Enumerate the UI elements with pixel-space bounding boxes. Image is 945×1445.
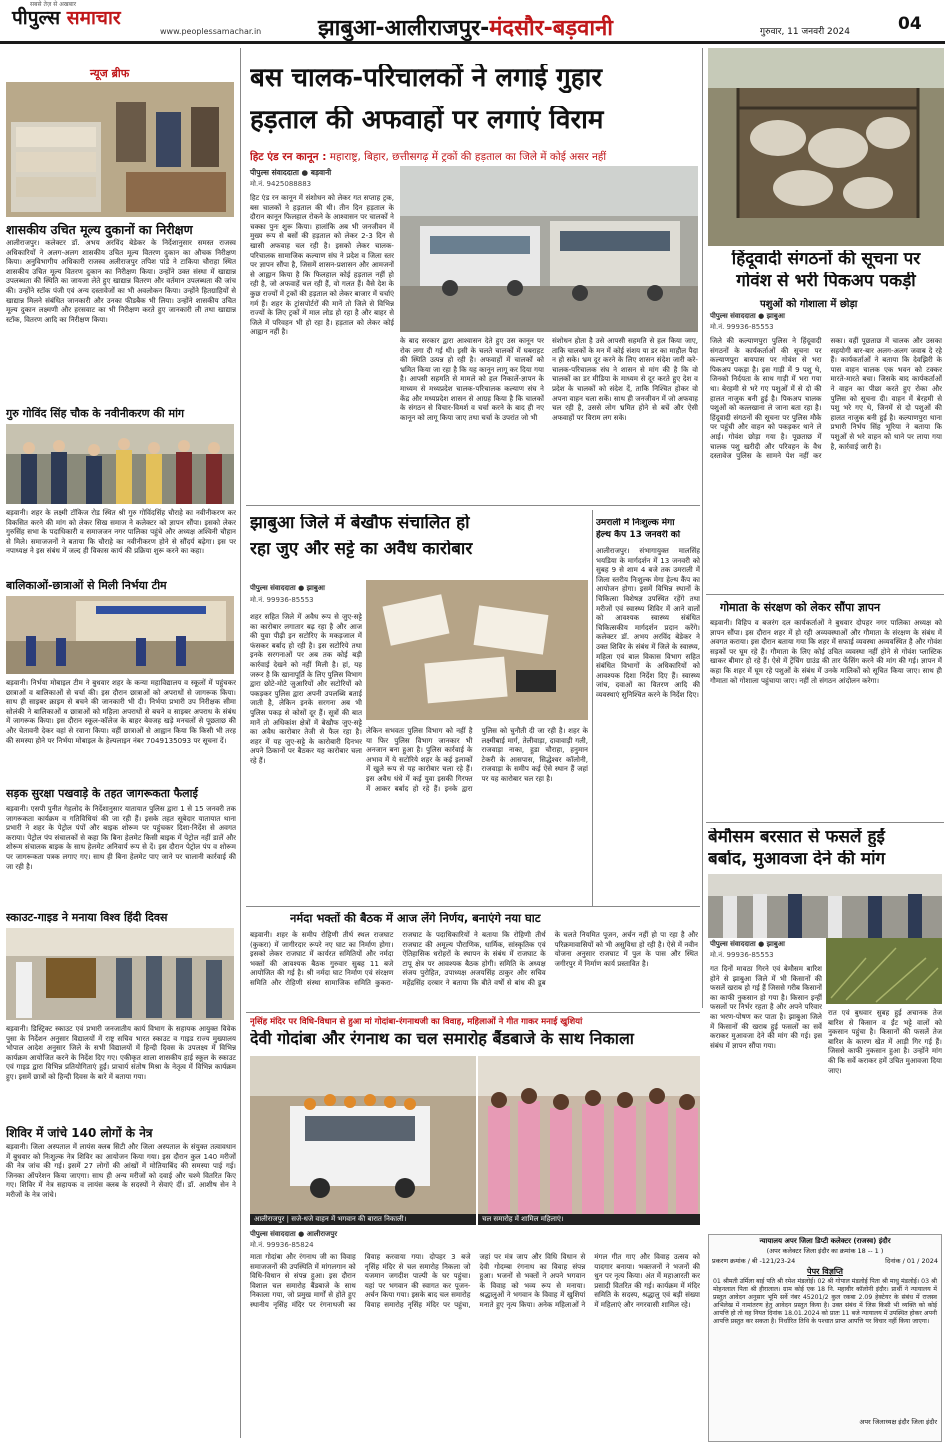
gambling-mobile: मो.नं. 99936-85553: [250, 596, 314, 604]
article-gomata: बड़वानी। विहिप व बजरंग दल कार्यकर्ताओं ने बुधवार दोपहर नगर पालिका अध्यक्ष को ज्ञापन सौंपा। इस दौरान शहर में हो रही अव्यवस्थाओं और गौमाता के संरक्षण के संबंध में अवगत कराया। इस दौरान बताया गया कि शहर में सफाई व्यवस्था अव्यवस्थित है और गोवंश सड़कों पर घूम रहे हैं। गौमाता के लिए कोई उचित व्यवस्था नहीं होने से गोवंश प्लास्टिक खाकर बीमार हो रहे हैं। ऐसे में ट्रेंचिंग ग्राउंड की तार फेंसिंग करने की मांग की गई। ज्ञापन में कहा कि शहर में घूम रहे पशुओं के संबंध में उनके मालिकों को सूचित किया जाए। साथ ही गौमाता को गोशाला पहुंचाया जाए। नहीं तो संगठन आंदोलन करेगा।: [710, 618, 942, 685]
gambling-headline-line2: रहा जुए और सट्टे का अवैध कारोबार: [250, 540, 473, 559]
page-number: 04: [898, 14, 922, 34]
section-label: न्यूज ब्रीफ: [90, 67, 130, 80]
notice-signature: अपर जिलाध्यक्ष इंदौर जिला इंदौर: [859, 1418, 937, 1426]
headline-eye-camp: शिविर में जांचे 140 लोगों के नेत्र: [6, 1126, 153, 1140]
lead-body-col3: संशोधन होता है उसे आपसी सहमति से हल किया जाए, ताकि चालकों के मन में कोई संशय या डर का माहौल पैदा न हो सके। भ्रम दूर करने के लिए शासन संदेश जारी करे-चालक-परिचालक संघ ने शासन से मांग की है कि वो चालकों का डर मीडिया के माध्यम से दूर करते हुए देश व प्रदेश के चालकों को संदेश दें, ताकि निश्चित होकर वो अपना वाहन चला सकें। साथ ही जनजीवन में जो अफवाह चल रही है, उससे लोग भ्रमित होने से बचें और ऐसी अफवाहों पर विराम लग सके।: [552, 336, 698, 422]
logo-tagline: सबसे तेज़ से अखबार: [30, 1, 77, 8]
article-eye-camp: बड़वानी। जिला अस्पताल में लायंस क्लब सिटी और जिला अस्पताल के संयुक्त तत्वावधान में बुधवार को निःशुल्क नेत्र शिविर का आयोजन किया गया। इस दौरान कुल 140 मरीजों की नेत्र जांच की गई। इसमें 27 लोगों की आंखों में मोतियाबिंद की समस्या पाई गई। जिनका ऑपरेशन किया जाएगा। साथ ही अन्य मरीजों को दवाई और चश्मे वितरित किए गए। शिविर में नेत्र सहायक व लायंस क्लब के सदस्यों ने सेवाएं दीं। डॉ. आशीष सेन ने मरीजों के नेत्र जांचे।: [6, 1142, 236, 1199]
newspaper-logo: पीपुल्स समाचार: [12, 7, 121, 29]
notice-date: दिनांक / 01 / 2024: [885, 1257, 938, 1265]
legal-notice: [708, 1234, 942, 1442]
wedding-headline: देवी गोदांबा और रंगनाथ का चल समारोह बैंडबाजे के साथ निकाला: [250, 1030, 634, 1048]
headline-hindi-diwas: स्काउट-गाइड ने मनाया विश्व हिंदी दिवस: [6, 911, 168, 924]
headline-gomata: गोमाता के संरक्षण को लेकर सौंपा ज्ञापन: [720, 601, 881, 614]
region-title: झाबुआ-आलीराजपुर-मंदसौर-बड़वानी: [318, 16, 613, 41]
health-headline-line1: उमराली में निःशुल्क मेगा: [596, 518, 675, 528]
article-guru-chowk: बड़वानी। शहर के लक्ष्मी टॉकिज रोड स्थित श्री गुरु गोविंदसिंह चौराहे का नवीनीकरण कर विकसित करने की मांग को लेकर सिख समाज ने कलेक्टर को ज्ञापन सौंपा। इसको लेकर गुरुसिंह सभा के पदाधिकारी व समाजजन नगर पालिका पहुंचे और अध्यक्ष अश्विनी चौहान से मिले। समाजजनों ने बताया कि चौराहे का नवीनीकरण होने से सौंदर्य बढ़ेगा। इस पर नपाध्यक्ष ने इस संबंध में जल्द ही विकास कार्य की प्रक्रिया शुरू करने का कहा।: [6, 508, 236, 556]
headline-road-safety: सड़क सुरक्षा पखवाड़े के तहत जागरूकता फैलाई: [6, 787, 198, 800]
women-caption: चल समारोह में शामिल महिलाएं।: [478, 1214, 700, 1225]
wedding-mobile: मो.नं. 99936-85824: [250, 1241, 314, 1249]
rain-body-col1: गत दिनों मावठा गिरने एवं बेमौसम बारिश होने से झाबुआ जिले में भी किसानों की फसलें खराब हो गई हैं जिससे गरीब किसानों का काफी नुकसान हो गया है। किसान इन्हीं फसलों पर निर्भर रहता है और अपने परिवार का भरण-पोषण कर पाता है। झाबुआ जिले में किसानों की खराब हुई फसलों का सर्वे कराकर मुआवजा देने की मांग की गई। इस संबंध में ज्ञापन सौंपा गया।: [710, 964, 822, 1050]
procession-caption: आलीराजपुर | सजे-धजे वाहन में भगवान की बारात निकाली।: [250, 1214, 476, 1225]
column-rule: [240, 48, 241, 1438]
cow-mobile: मो.नं. 99936-85553: [710, 323, 774, 331]
rain-headline-line2: बर्बाद, मुआवजा देने की मांग: [708, 850, 886, 869]
headline-guru-chowk: गुरु गोविंद सिंह चौक के नवीनीकरण की मांग: [6, 407, 185, 420]
cattle-pickup-photo: [708, 48, 944, 246]
women-procession-photo: [478, 1056, 700, 1214]
rain-headline-line1: बेमौसम बरसात से फसलें हुईं: [708, 828, 885, 847]
wedding-strapline: नृसिंह मंदिर पर विधि-विधान से हुआ मां गोदांबा-रंगनाथजी का विवाह, महिलाओं ने गीत गाकर मनाई खुशियां: [250, 1017, 583, 1027]
section-divider: [246, 505, 700, 506]
section-divider: [706, 822, 944, 823]
cow-article: जिले की कल्याणपुरा पुलिस ने हिंदूवादी संगठनों के कार्यकर्ताओं की सूचना पर कल्याणपुरा बायपास पर गोवंश से भरा पिकअप पकड़ा है। इस गाड़ी में 9 पशु थे, जिनको निर्दयता के साथ गाड़ी में भरा गया था। बेरहमी से भरे गए पशुओं में से दो की हालत नाजुक बनी हुई है। पिकअप चालक पशुओं को कत्लखाना ले जाना बता रहा है। हिंदूवादी संगठनों की सूचना पर पुलिस मौके पर पहुंची और वाहन को पकड़कर थाने ले आई। गोवंश छोड़ा गया है। पूछताछ में चालक पशु खरीदी और परिवहन के वैध दस्तावेज पुलिस के सामने पेश नहीं कर सका। वहीं पूछताछ में चालक और उसका सहयोगी बार-बार अलग-अलग जवाब दे रहे हैं। कार्यकर्ताओं ने बताया कि देवझिरी के पास वाहन चालक एक भवन को टक्कर मारते-मारते बचा। जिसके बाद कार्यकर्ताओं ने वाहन का पीछा करते हुए रोका और पुलिस को सूचना दी। वाहन में बेरहमी से पशु भरे गए थे, जिनमें से दो पशुओं की हालत नाजुक बनी हुई है। कल्याणपुरा थाना प्रभारी निर्भय सिंह भूरिया ने बताया कि पशुओं से भरे वाहन को थाने पर लाया गया है, कार्रवाई जारी है।: [710, 336, 942, 461]
lead-byline: पीपुल्स संवाददाता ● बड़वानी: [250, 168, 332, 177]
article-ration-shop: आलीराजपुर। कलेक्टर डॉ. अभय अरविंद बेडेकर के निर्देशानुसार समस्त राजस्व अधिकारियों ने अलग-अलग शासकीय उचित मूल्य वितरण दुकान का औचक निरीक्षण किया। अनुविभागीय अधिकारी राजस्व अलीराजपुर तपिश पांडे ने टाकिया चौराहा स्थित शासकीय उचित मूल्य वितरण दुकान का निरीक्षण किया। उन्होंने उक्त संस्था में खाद्यान्न उपलब्धता की स्थिति का जायजा लेते हुए खाद्यान्न वितरण और वर्तमान उपलब्धता की जांच की। उन्होंने स्टॉक पंजी एवं अन्य दस्तावेजों का भी अवलोकन किया। उन्होंने हितग्राहियों से खाद्यान्न मिलने संबंधित जानकारी और उनका फीडबैक भी लिया। उन्होंने शासकीय उचित मूल्य दुकान लक्ष्मणी और हरसवाट का भी निरीक्षण करते हुए जानकारी ली तथा खाद्यान्न स्टॉक, वितरण आदि का निरीक्षण किया।: [6, 238, 236, 324]
headline-ration-shop: शासकीय उचित मूल्य दुकानों का निरीक्षण: [6, 222, 193, 237]
website-link[interactable]: www.peoplessamachar.in: [160, 27, 262, 36]
gambling-body-col2: लेकिन सभवतः पुलिस विभाग को नहीं है या फिर पुलिस विभाग जानकार भी अनजान बना हुआ है। पुलिस कार्रवाई के अभाव में ये सटोरिये शहर के कई इलाकों में खुले रूप से यह कारोबार चला रहे हैं। इस अवैध धंधे में कई युवा इसकी गिरफ्त में आकर बर्बाद हो रहे हैं। इनके द्वारा पुलिस को चुनौती दी जा रही है। शहर के लक्ष्मीबाई मार्ग, तेलीवाड़ा, दावावाड़ी गली, राजवाड़ा नाका, हुडा चौराहा, हनुमान टेकरी के आसपास, सिद्धेश्वर कॉलोनी, राजवाड़ा के समीप कई ऐसे स्थान हैं जहां पर यह कारोबार चल रहा है।: [366, 726, 588, 793]
cow-subhead: पशुओं को गोशाला में छोड़ा: [760, 299, 858, 310]
column-rule: [592, 510, 593, 906]
masthead: [0, 0, 945, 44]
lead-body-col1: हिट एंड रन कानून में संशोधन को लेकर गत सप्ताह ट्रक, बस चालकों ने हड़ताल की थी। तीन दिन हड़ताल के दौरान कानून फिलहाल रोकने के आश्वासन पर चालकों ने चक्का पुनः शुरू किया। हालांकि अब भी जनजीवन में मुख्य रूप से बसों की हड़ताल को लेकर 2-3 दिन से खासी अफवाह चल रही है। इसको लेकर चालक-परिचालक सामाजिक कल्याण संघ ने प्रदेश व जिला स्तर पर ज्ञापन सौंपा है, जिसमें शासन-प्रशासन और आमजनों से आह्वान किया है कि फिलहाल कोई हड़ताल नहीं हो रही है, जो अफवाहें चल रही हैं, वो गलत हैं। वैसे देश के कुछ राज्यों में ट्रकों की हड़ताल को लेकर बाजार में चर्चाएं गर्म हैं। शहर के ट्रांसपोर्टरों की मानें तो जिले से विभिन्न राज्यों के लिए ट्रकों में माल लोड हो रहा है और बाहर से जिले में परिवहन भी हो रहा है। हड़ताल को लेकर कोई आह्वान नहीं है।: [250, 193, 394, 337]
headline-nirbhaya-team: बालिकाओं-छात्राओं से मिली निर्भया टीम: [6, 579, 167, 592]
article-road-safety: बड़वानी। एसपी पुनीत गेहलोद के निर्देशानुसार यातायात पुलिस द्वारा 1 से 15 जनवरी तक जागरूकता कार्यक्रम व गतिविधियां की जा रही हैं। इसके तहत सूबेदार यातायात थाना प्रभारी ने शहर के पेट्रोल पंपों और बाइक शोरूम पर पहुंचकर दिशा-निर्देश से अवगत कराया। पेट्रोल पंप संचालकों से कहा कि बिना हेलमेट किसी बाइक में पेट्रोल नहीं डालें और शोरूम संचालक बाइक के साथ हेलमेट अनिवार्य रूप से दें। इस दौरान पेट्रोल पंप व शोरूम पर जागरूकता पत्रक लगाए गए। साथ ही बिना हेलमेट पाए जाने पर चालानी कार्रवाई की जा रही है।: [6, 804, 236, 871]
gambling-headline-line1: झाबुआ जिले में बेखौफ संचालित हो: [250, 514, 470, 533]
cow-headline-line2: गोवंश से भरी पिकअप पकड़ी: [736, 272, 916, 291]
gambling-body-col1: शहर सहित जिले में अवैध रूप से जुए-सट्टे का कारोबार लगातार बढ़ रहा है और आज की युवा पीढ़ी इन सटोरिए के मकड़जाल में फंसकर बर्बाद हो रही है। इस सटोरिये तथा इनके सरगनाओं पर अब तक कोई बड़ी कार्रवाई देखने को नहीं मिली है। हां, यह जरूर है कि खानापूर्ति के लिए पुलिस विभाग द्वारा छोटे-मोटे जुआरियों और सटोरियों को पकड़कर पुलिस द्वारा अपनी उपलब्धि बताई जाती है, लेकिन इनके सरगना अब भी पुलिस पकड़ से कोसों दूर हैं। सूत्रों की बात मानें तो अधिकांश क्षेत्रों में बेखौफ जुए-सट्टे का अवैध कारोबार तेजी से फैल रहा है। शहर में यह जुए-सट्टे के कारोबारी दिनभर अपने ठिकानों पर बैठकर यह कारोबार चला रहे हैं।: [250, 612, 362, 765]
gambling-byline: पीपुल्स संवाददाता ● झाबुआ: [250, 584, 325, 592]
section-divider: [246, 1012, 700, 1013]
notice-title: न्यायालय अपर जिला डिप्टी कलेक्टर (राजस्व) इंदौर: [759, 1237, 891, 1245]
column-rule: [702, 48, 703, 1008]
cow-headline-line1: हिंदूवादी संगठनों की सूचना पर: [731, 250, 921, 269]
issue-date: गुरुवार, 11 जनवरी 2024: [760, 27, 850, 37]
lead-headline-line2: हड़ताल की अफवाहों पर लगाएं विराम: [250, 106, 604, 135]
lead-mobile: मो.नं. 9425088883: [250, 180, 312, 188]
rain-memorandum-photo: [708, 874, 942, 938]
lead-body-col2: के बाद सरकार द्वारा आश्वासन देते हुए उस कानून पर रोक लगा दी गई थी। इसी के चलते चालकों में घबराहट की स्थिति उत्पन्न हो रही है। अफवाहों में चालकों को भ्रमित किया जा रहा है कि यह कानून लागू कर दिया गया है। आपसी सहमति से मामले को हल निकालें-ज्ञापन के माध्यम से मध्यप्रदेश चालक-परिचालक कल्याण संघ ने केंद्र और मध्यप्रदेश शासन से आग्रह किया है कि चालकों के संगठन से विचार-विमर्श व चर्चा करने के बाद ही नए कानून को लागू किया जाए तथा चर्चा के उपरांत जो भी: [400, 336, 544, 422]
section-divider: [246, 906, 700, 907]
notice-case-no: प्रकरण क्रमांक / बी -121/23-24: [712, 1257, 796, 1265]
wedding-byline: पीपुल्स संवाददाता ● आलीराजपुर: [250, 1230, 338, 1238]
rain-body-col2: रात एवं बुधवार सुबह हुई अचानक तेज बारिश से किसान व ईंट भट्टे वालों को नुकसान पहुंचा है। किसानों की फसलें तेज बारिश के कारण खेत में आड़ी गिर गई हैं। जिससे काफी नुकसान हुआ है। उन्होंने मांग की कि सर्वे कराकर हमें उचित मुआवजा दिया जाए।: [828, 1008, 942, 1075]
bus-stand-photo: [400, 166, 698, 332]
guru-chowk-photo: [6, 424, 234, 504]
notice-heading: पेपर विज्ञप्ति: [807, 1267, 843, 1276]
rain-mobile: मो.नं. 99936-85553: [710, 951, 774, 959]
article-nirbhaya-team: बड़वानी। निर्भया मोबाइल टीम ने बुधवार शहर के कन्या महाविद्यालय व स्कूलों में पहुंचकर छात्राओं व बालिकाओं से चर्चा की। इस दौरान छात्राओं को अपराधों से जागरूक किया। साथ ही साइबर क्राइम से बचने की जानकारी भी दी। निर्भया प्रभारी उप निरीक्षक सीमा सोलंकी ने बालिकाओं व छात्राओं को महिला अपराधों से बचने व साइबर अपराध के संबंध में जागरूक किया। इस दौरान स्कूल-कॉलेज के बाहर बेवजह खड़े मनचलों से पूछताछ की और चेतावनी देकर वहां से रवाना किया। वहीं छात्राओं से आह्वान किया कि किसी भी तरह की समस्या होने पर निर्भया मोबाइल के हेल्पलाइन नंबर 7049135093 पर सूचना दें।: [6, 678, 236, 745]
procession-vehicle-photo: [250, 1056, 476, 1214]
crop-damage-photo: [826, 938, 942, 1004]
health-headline-line2: हेल्थ कैंप 13 जनवरी को: [596, 530, 681, 540]
health-article: आलीराजपुर। संभागायुक्त मालसिंह भयडिया के मार्गदर्शन में 13 जनवरी को सुबह 9 से शाम 4 बजे तक उमराली में जिला स्तरीय निःशुल्क मेगा हेल्थ कैंप का आयोजन होगा। इसमें विभिन्न स्थानों के चिकित्सा विशेषज्ञ उपस्थित रहेंगे तथा मरीजों एवं स्वास्थ्य शिविर में आने वालों को आवश्यक स्वास्थ्य संबंधित चिकित्सकीय मार्गदर्शन प्रदान करेंगे। कलेक्टर डॉ. अभय अरविंद बेडेकर ने उक्त शिविर के संबंध में जिले के स्वास्थ्य, महिला एवं बाल विकास विभाग सहित संबंधित विभागों के अधिकारियों को आवश्यक दिशा निर्देश दिए हैं। स्वास्थ्य जांच, दवाओं का वितरण आदि की व्यवस्थाएं सुनिश्चित करने के निर्देश दिए।: [596, 546, 700, 699]
section-divider: [706, 594, 944, 595]
lead-headline-line1: बस चालक-परिचालकों ने लगाई गुहार: [250, 64, 602, 93]
gambling-photo: [366, 580, 588, 720]
lead-strapline: हिट एंड रन कानून : महाराष्ट्र, बिहार, छत्तीसगढ़ में ट्रकों की हड़ताल का जिले में कोई असर नहीं: [250, 151, 607, 163]
narmada-headline: नर्मदा भक्तों की बैठक में आज लेंगे निर्णय, बनाएंगे नया घाट: [290, 912, 541, 925]
wedding-article: माता गोदांबा और रंगनाथ जी का विवाह समाजजनों की उपस्थिति में मांगलगान को विधि-विधान से संपन्न हुआ। इस दौरान विशाल चल समारोह बैंडबाजे के साथ निकाला गया, जो प्रमुख मार्गों से होते हुए स्थानीय नृसिंह मंदिर पर रंगनाथजी का विवाह करवाया गया। दोपहर 3 बजे नृसिंह मंदिर से चल समारोह निकला जो यजमान जगदीश पाल्पी के घर पहुंचा। यहां पर भगवान की स्वागत कर पूजन-अर्चन किया गया। इसके बाद चल समारोह विवाह समारोह नृसिंह मंदिर पर पहुंचा, जहां पर मंत्र जाप और विधि विधान से देवी गोदम्बा रंगनाथ का विवाह संपन्न हुआ। भजनों से भक्तों ने अपने भगवान के विवाह को भव्य रूप से मनाया। श्रद्धालुओं ने भगवान के विवाह में खुशियां मनाते हुए नृत्य किया। अनेक महिलाओं ने मंगल गीत गाए और विवाह उत्सव को यादगार बनाया। भक्तजनों ने भजनों की धुन पर नृत्य किया। अंत में महाआरती कर प्रसादी वितरित की गई। कार्यक्रम में मंदिर समिति के सदस्य, श्रद्धालु एवं बड़ी संख्या में महिलाएं और नगरवासी शामिल रहे।: [250, 1252, 700, 1309]
notice-body: 01 श्रीमती उर्मिला बाई पति श्री रमेश मंडलोई। 02 श्री गोपाल मंडलोई पिता श्री माधु मंडलोई। 03 श्री मोहनलाल पिता श्री हीरालाल। ग्राम कोई एक 18 नि. महावीर कॉलोनी इंदौर। प्रार्थी ने न्यायालय में प्रस्तुत आवेदन अनुसार भूमि सर्वे नंबर 45201/2 कुल रकबा 2.09 हेक्टेयर के संबंध में राजस्व अभिलेख में नामांतरण हेतु आवेदन प्रस्तुत किया है। उक्त संबंध में जिस किसी भी व्यक्ति को कोई आपत्ति हो तो वह नियत दिनांक 18.01.2024 को प्रातः 11 बजे न्यायालय में उपस्थित होकर अपनी आपत्ति प्रस्तुत कर सकता है। निर्धारित तिथि के पश्चात प्राप्त आपत्ति पर विचार नहीं किया जाएगा।: [713, 1278, 937, 1325]
notice-subtitle: (अपर कलेक्टर जिला इंदौर का क्रमांक 18 -- 1 ): [766, 1247, 884, 1255]
cow-byline: पीपुल्स संवाददाता ● झाबुआ: [710, 312, 785, 320]
ration-shop-photo: [6, 82, 234, 217]
nirbhaya-photo: [6, 596, 234, 674]
article-hindi-diwas: बड़वानी। डिस्ट्रिक्ट स्काउट एवं प्रभारी जनजातीय कार्य विभाग के सहायक आयुक्त विवेक पुसा के निर्देशन अनुसार विद्यालयों में राष्ट्र सचिव भारत स्काउट व गाइड राज्य मुख्यालय भोपाल आदेश अनुसार जिले के सभी विद्यालयों में हिन्दी दिवस के उपलक्ष्य में विभिन्न कार्यक्रम आयोजित करने के निर्देश दिए गए। एकीकृत शाला शासकीय हाई स्कूल के स्काउट एवं गाइड द्वारा विभिन्न प्रतियोगिताएं हुईं। प्राचार्य संतोष मिश्रा के नेतृत्व में विभिन्न कार्यक्रम हुए। इसमें छात्रों को हिन्दी दिवस के बारे में बताया गया।: [6, 1024, 236, 1081]
scout-guide-photo: [6, 928, 234, 1020]
narmada-article: बड़वानी। शहर के समीप रोहिणी तीर्थ स्थल राजघाट (कुकरा) में जागीरदार रूपरे नए घाट का निर्माण होगा। इसको लेकर राजघाट में कार्यरत समितियों और नर्मदा भक्तों की आवश्यक बैठक गुरुवार सुबह 11 बजे आयोजित की गई है। श्री नर्मदा घाट निर्माण एवं संरक्षण समिति और रोहिणी संस्था सामाजिक समिति कुकरा-राजघाट के पदाधिकारियों ने बताया कि रोहिणी तीर्थ राजघाट की अमूल्य पौराणिक, धार्मिक, सांस्कृतिक एवं ऐतिहासिक धरोहरों के स्थापन के संबंध में राजघाट के टापू क्षेत्र पर आवश्यक बैठक होगी। समिति के अध्यक्ष संजय पुरोहित, उपाध्यक्ष अजयसिंह ठाकुर और सचिव महेंद्रसिंह दरबार ने बताया कि बीते वर्षों से बांध की डूब के चलते नियमित पूजन, अर्चन नहीं हो पा रहा है और परिक्रमावासियों को भी असुविधा हो रही है। ऐसे में नवीन योजना अनुसार राजघाट में पुल के पास और स्थित जगीरपुर में निर्माण कार्य प्रस्तावित है।: [250, 930, 698, 987]
rain-byline: पीपुल्स संवाददाता ● झाबुआ: [710, 940, 785, 948]
